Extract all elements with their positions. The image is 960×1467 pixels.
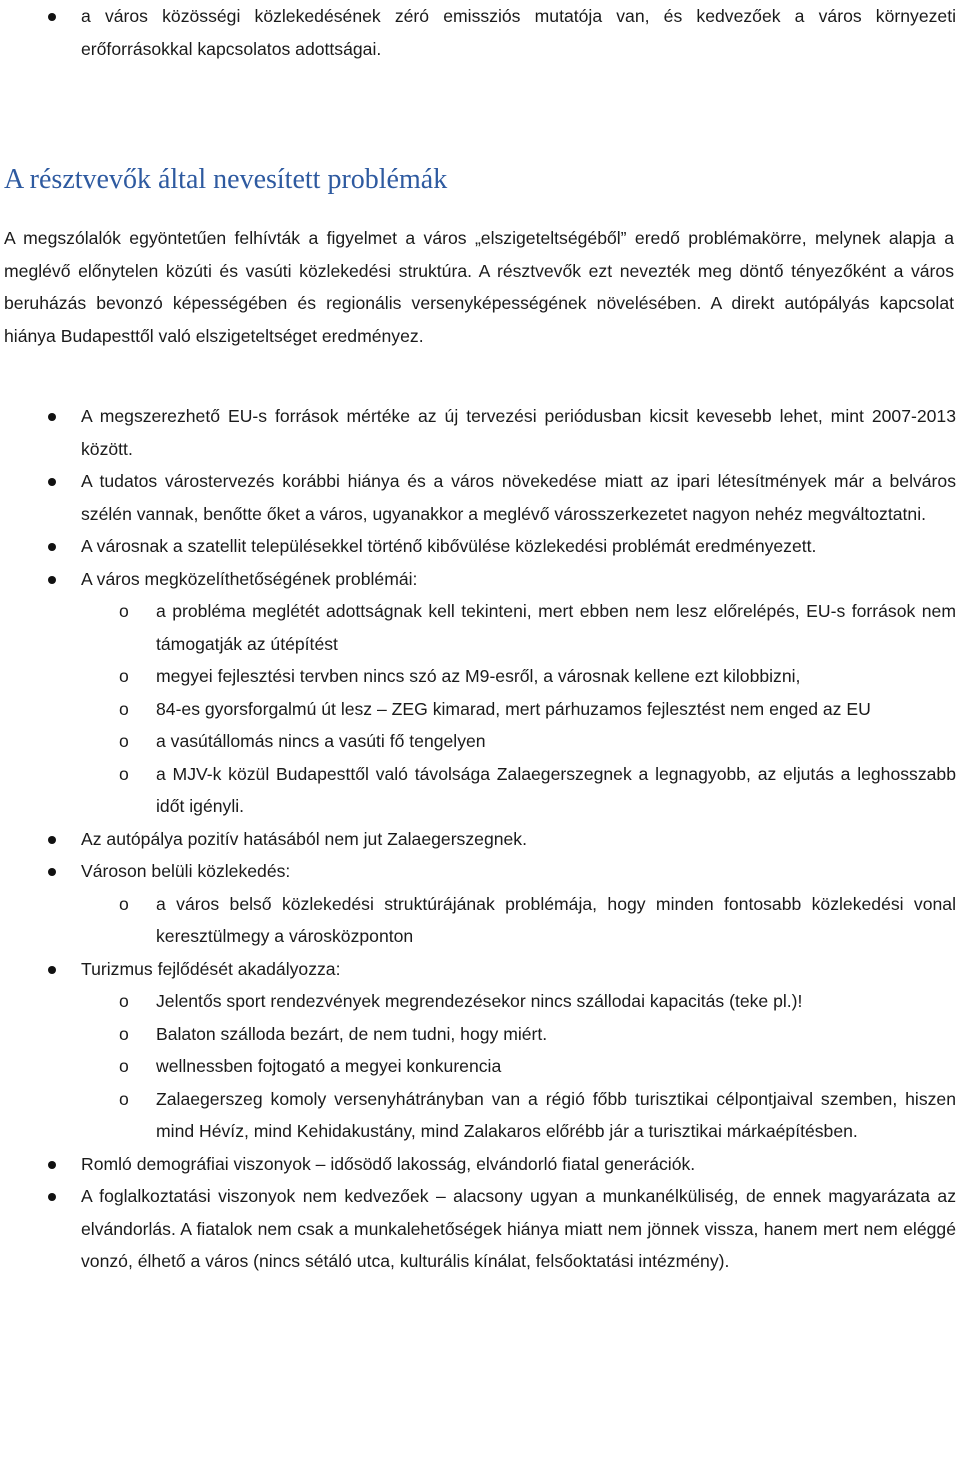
sub-list-item-text: a probléma meglétét adottságnak kell tekinteni, mert ebben nem lesz előrelépés, EU-s források nem támogatják az útépítést <box>156 601 956 654</box>
sub-list-item <box>119 725 956 758</box>
list-item-text: A megszerezhető EU-s források mértéke az új tervezési periódusban kicsit kevesebb lehet, mint 2007-2013 között. <box>81 406 956 459</box>
bullet-icon <box>48 413 56 421</box>
circle-bullet-icon: o <box>119 666 129 686</box>
bullet-icon <box>48 868 56 876</box>
list-item <box>81 1180 956 1278</box>
sub-list-item-text: Jelentős sport rendezvények megrendezésekor nincs szállodai kapacitás (teke pl.)! <box>156 991 803 1011</box>
problem-list <box>0 400 960 1278</box>
sub-list-item <box>119 758 956 823</box>
circle-bullet-icon: o <box>119 731 129 751</box>
sub-list-item-text: wellnessben fojtogató a megyei konkurencia <box>156 1056 502 1076</box>
bullet-icon <box>48 576 56 584</box>
list-item-text: A városnak a szatellit településekkel történő kibővülése közlekedési problémát eredményezett. <box>81 536 817 556</box>
list-item <box>81 823 956 856</box>
circle-bullet-icon: o <box>119 1088 129 1109</box>
bullet-icon <box>48 543 56 551</box>
sub-list-item-text: megyei fejlesztési tervben nincs szó az M9-esről, a városnak kellene ezt kilobbizni, <box>156 666 801 686</box>
sub-list-item <box>119 595 956 660</box>
sub-list-item <box>119 888 956 953</box>
sub-list-item-text: a vasútállomás nincs a vasúti fő tengelyen <box>156 731 486 751</box>
circle-bullet-icon: o <box>119 1056 129 1076</box>
sub-list-item <box>119 1050 956 1083</box>
list-item-text: Romló demográfiai viszonyok – idősödő lakosság, elvándorló fiatal generációk. <box>81 1153 696 1174</box>
circle-bullet-icon: o <box>119 698 129 719</box>
circle-bullet-icon: o <box>119 991 129 1011</box>
sub-list-item <box>119 1083 956 1148</box>
list-item-text: A foglalkoztatási viszonyok nem kedvezőek – alacsony ugyan a munkanélküliség, de ennek magyarázata az elvándorlás. A fiatalok nem csak a munkalehetőségek hiánya miatt nem jönnek vissza, hanem mert nem eléggé vonzó, élhető a város (nincs sétáló utca, kulturális kínálat, felsőoktatási intézmény). <box>81 1186 956 1271</box>
list-item <box>81 953 956 986</box>
circle-bullet-icon: o <box>119 763 129 784</box>
bullet-icon <box>48 1161 56 1169</box>
sub-list-item-text: a város belső közlekedési struktúrájának problémája, hogy minden fontosabb közlekedési vonal keresztülmegy a városközponton <box>156 893 956 946</box>
sub-list-item <box>119 660 956 693</box>
circle-bullet-icon: o <box>119 1023 129 1044</box>
bullet-icon <box>48 13 56 21</box>
list-item-text: Az autópálya pozitív hatásából nem jut Zalaegerszegnek. <box>81 828 527 849</box>
list-item-text: A város megközelíthetőségének problémái: <box>81 568 418 589</box>
sub-list-item-text: Balaton szálloda bezárt, de nem tudni, hogy miért. <box>156 1023 548 1044</box>
bullet-icon <box>48 836 56 844</box>
section-title: A résztvevők által nevesített problémák <box>4 164 448 195</box>
list-item-text: Turizmus fejlődését akadályozza: <box>81 958 341 979</box>
list-item <box>81 855 956 888</box>
bullet-icon <box>48 966 56 974</box>
sub-list-item <box>119 1018 956 1051</box>
list-item <box>81 465 956 530</box>
list-item-text: A tudatos várostervezés korábbi hiánya és a város növekedése miatt az ipari létesítmények már a belváros szélén vannak, benőtte őket a város, ugyanakkor a meglévő városszerkezetet nagyon nehéz megváltoztatni. <box>81 471 956 524</box>
intro-paragraph: A megszólalók egyöntetűen felhívták a figyelmet a város „elszigeteltségéből” eredő problémakörre, melynek alapja a meglévő előnytelen közúti és vasúti közlekedési struktúra. A résztvevők ezt nevezték meg döntő tényezőként a város beruházás bevonzó képességében és regionális versenyképességének növelésében. A direkt autópályás kapcsolat hiánya Budapesttől való elszigeteltséget eredményez. <box>4 228 954 346</box>
sub-list-item-text: a MJV-k közül Budapesttől való távolsága Zalaegerszegnek a legnagyobb, az eljutás a leghosszabb időt igényli. <box>156 763 956 816</box>
list-item <box>81 530 956 563</box>
list-item <box>81 400 956 465</box>
sub-list-item-text: 84-es gyorsforgalmú út lesz – ZEG kimarad, mert párhuzamos fejlesztést nem enged az EU <box>156 698 871 719</box>
sub-list-item <box>119 693 956 726</box>
sub-list-item <box>119 985 956 1018</box>
sub-list-item-text: Zalaegerszeg komoly versenyhátrányban van a régió főbb turisztikai célpontjaival szemben, hiszen mind Hévíz, mind Kehidakustány, mind Zalakaros előrébb jár a turisztikai márkaépítésben. <box>156 1088 956 1141</box>
intro-bullet-text: a város közösségi közlekedésének zéró emissziós mutatója van, és kedvezőek a város környezeti erőforrásokkal kapcsolatos adottságai. <box>81 6 956 59</box>
bullet-icon <box>48 1193 56 1201</box>
circle-bullet-icon: o <box>119 601 129 621</box>
list-item <box>81 563 956 596</box>
bullet-icon <box>48 478 56 486</box>
list-item <box>81 1148 956 1181</box>
circle-bullet-icon: o <box>119 893 129 914</box>
list-item-text: Városon belüli közlekedés: <box>81 861 291 881</box>
intro-bullet-item <box>81 0 956 65</box>
